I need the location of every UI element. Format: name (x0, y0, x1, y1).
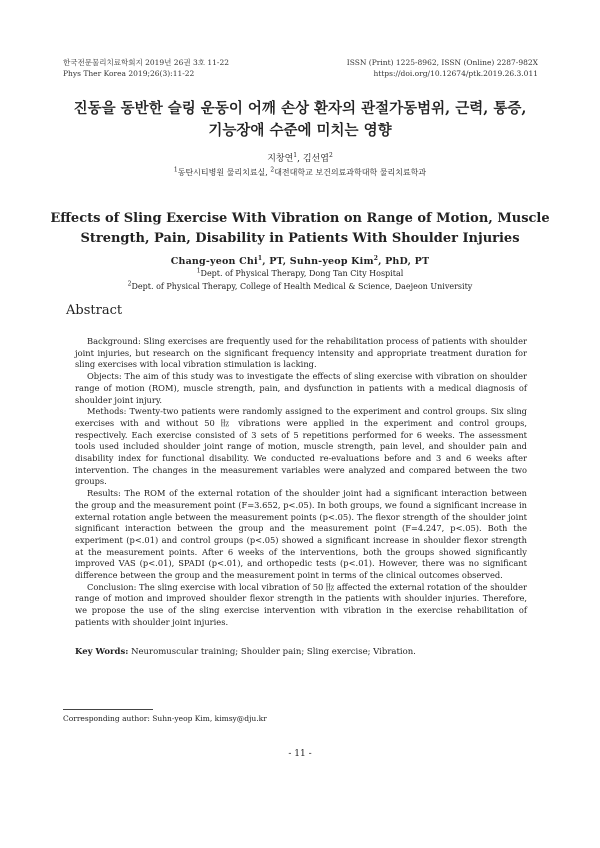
abstract-results: Results: The ROM of the external rotation of the shoulder joint had a significant interaction between the group and the measurement point (F=3.652, p<.05). In both groups, we found a significant increase in external rotation angle between the measurement points (p<.05). The flexor strength of the shoulder joint significant interaction between the group and the measurement point (F=4.247, p<.05). Both the experiment (p<.01) and control groups (p<.05) showed a significant increase in shoulder flexor strength at the measurement points. After 6 weeks of the interventions, both the groups showed significantly improved VAS (p<.01), SPADI (p<.01), and orthopedic tests (p<.01). However, there was no significant difference between the group and the measurement point in terms of the clinical outcomes observed. (75, 488, 527, 581)
author-separator: , (297, 154, 303, 164)
corresponding-author: Corresponding author: Suhn-yeop Kim, kimsy@dju.kr (63, 714, 267, 723)
keywords (75, 647, 527, 657)
author-credentials-2: , PhD, PT (378, 256, 430, 267)
english-affiliation-1 (0, 269, 600, 278)
abstract-objects: Objects: The aim of this study was to investigate the effects of sling exercise with vibration on shoulder range of motion (ROM), muscle strength, pain, and dysfunction in patients with a medical diagnosis of shoulder joint injury. (75, 371, 527, 405)
english-title-line2: Strength, Pain, Disability in Patients With Shoulder Injuries (80, 231, 520, 246)
english-affiliation-1-text: Dept. of Physical Therapy, Dong Tan City Hospital (200, 269, 404, 278)
affiliation-mark: 1 (257, 254, 263, 262)
abstract-methods: Methods: Twenty-two patients were randomly assigned to the experiment and control groups. Six sling exercises with and without 50 ㎐ vibrations were applied in the experiment and control groups, respectively. Each exercise consisted of 3 sets of 5 repetitions performed for 6 weeks. The assessment tools used included shoulder joint range of motion, muscle strength, pain level, and shoulder pain and disability index for functional disability. We conducted re-evaluations before and 3 and 6 weeks after intervention. The changes in the measurement variables were analyzed and compared between the two groups. (75, 406, 527, 487)
korean-author-1: 지창연 (267, 154, 294, 164)
journal-citation-korean: 한국전문물리치료학회지 2019년 26권 3호 11-22 (63, 58, 229, 67)
journal-header-right (347, 57, 538, 79)
abstract-body (75, 336, 527, 629)
english-authors (0, 256, 600, 267)
korean-affiliation-1: 동탄시티병원 물리치료실, (177, 168, 271, 177)
korean-authors (0, 151, 600, 164)
affiliation-mark: 2 (127, 280, 132, 288)
journal-header-left (63, 57, 229, 79)
affiliation-mark: 2 (373, 254, 379, 262)
english-author-1: Chang-yeon Chi (170, 256, 258, 267)
abstract-background: Background: Sling exercises are frequently used for the rehabilitation process of patients with shoulder joint injuries, but research on the significant frequency intensity and appropriate treatment duration for sling exercises with local vibration stimulation is lacking. (75, 336, 527, 370)
page-number: - 11 - (288, 749, 312, 759)
author-credentials-1: , PT, (262, 256, 290, 267)
english-author-2: Suhn-yeop Kim (289, 256, 374, 267)
keywords-text: Neuromuscular training; Shoulder pain; Sling exercise; Vibration. (128, 647, 416, 657)
affiliation-mark: 2 (270, 166, 275, 174)
doi-link[interactable]: https://doi.org/10.12674/ptk.2019.26.3.011 (373, 69, 538, 78)
affiliation-mark: 1 (173, 166, 178, 174)
korean-affiliations (0, 167, 600, 178)
korean-affiliation-2: 대전대학교 보건의료과학대학 물리치료학과 (274, 168, 427, 177)
affiliation-mark: 2 (328, 152, 333, 159)
affiliation-mark: 1 (293, 152, 298, 159)
issn-line: ISSN (Print) 1225-8962, ISSN (Online) 2287-982X (346, 58, 538, 67)
abstract-heading: Abstract (66, 303, 123, 318)
korean-author-2: 김선엽 (302, 154, 329, 164)
english-affiliation-2 (0, 282, 600, 291)
english-affiliation-2-text: Dept. of Physical Therapy, College of Health Medical & Science, Daejeon University (131, 282, 473, 291)
korean-title-line1: 진동을 동반한 슬링 운동이 어깨 손상 환자의 관절가동범위, 근력, 통증, (73, 100, 527, 117)
english-title (0, 209, 600, 249)
abstract-conclusion: Conclusion: The sling exercise with local vibration of 50 ㎐ affected the external rotation of the shoulder range of motion and improved shoulder flexor strength in the patients with shoulder injuries. Therefore, we propose the use of the sling exercise intervention with vibration in the exercise rehabilitation of patients with shoulder joint injuries. (75, 581, 527, 627)
korean-title-line2: 기능장애 수준에 미치는 영향 (208, 122, 392, 139)
korean-title (0, 98, 600, 142)
journal-citation-english: Phys Ther Korea 2019;26(3):11-22 (63, 69, 195, 78)
english-title-line1: Effects of Sling Exercise With Vibration on Range of Motion, Muscle (50, 211, 550, 226)
affiliation-mark: 1 (196, 267, 201, 275)
keywords-label: Key Words: (75, 647, 129, 657)
footnote-divider (63, 709, 153, 710)
